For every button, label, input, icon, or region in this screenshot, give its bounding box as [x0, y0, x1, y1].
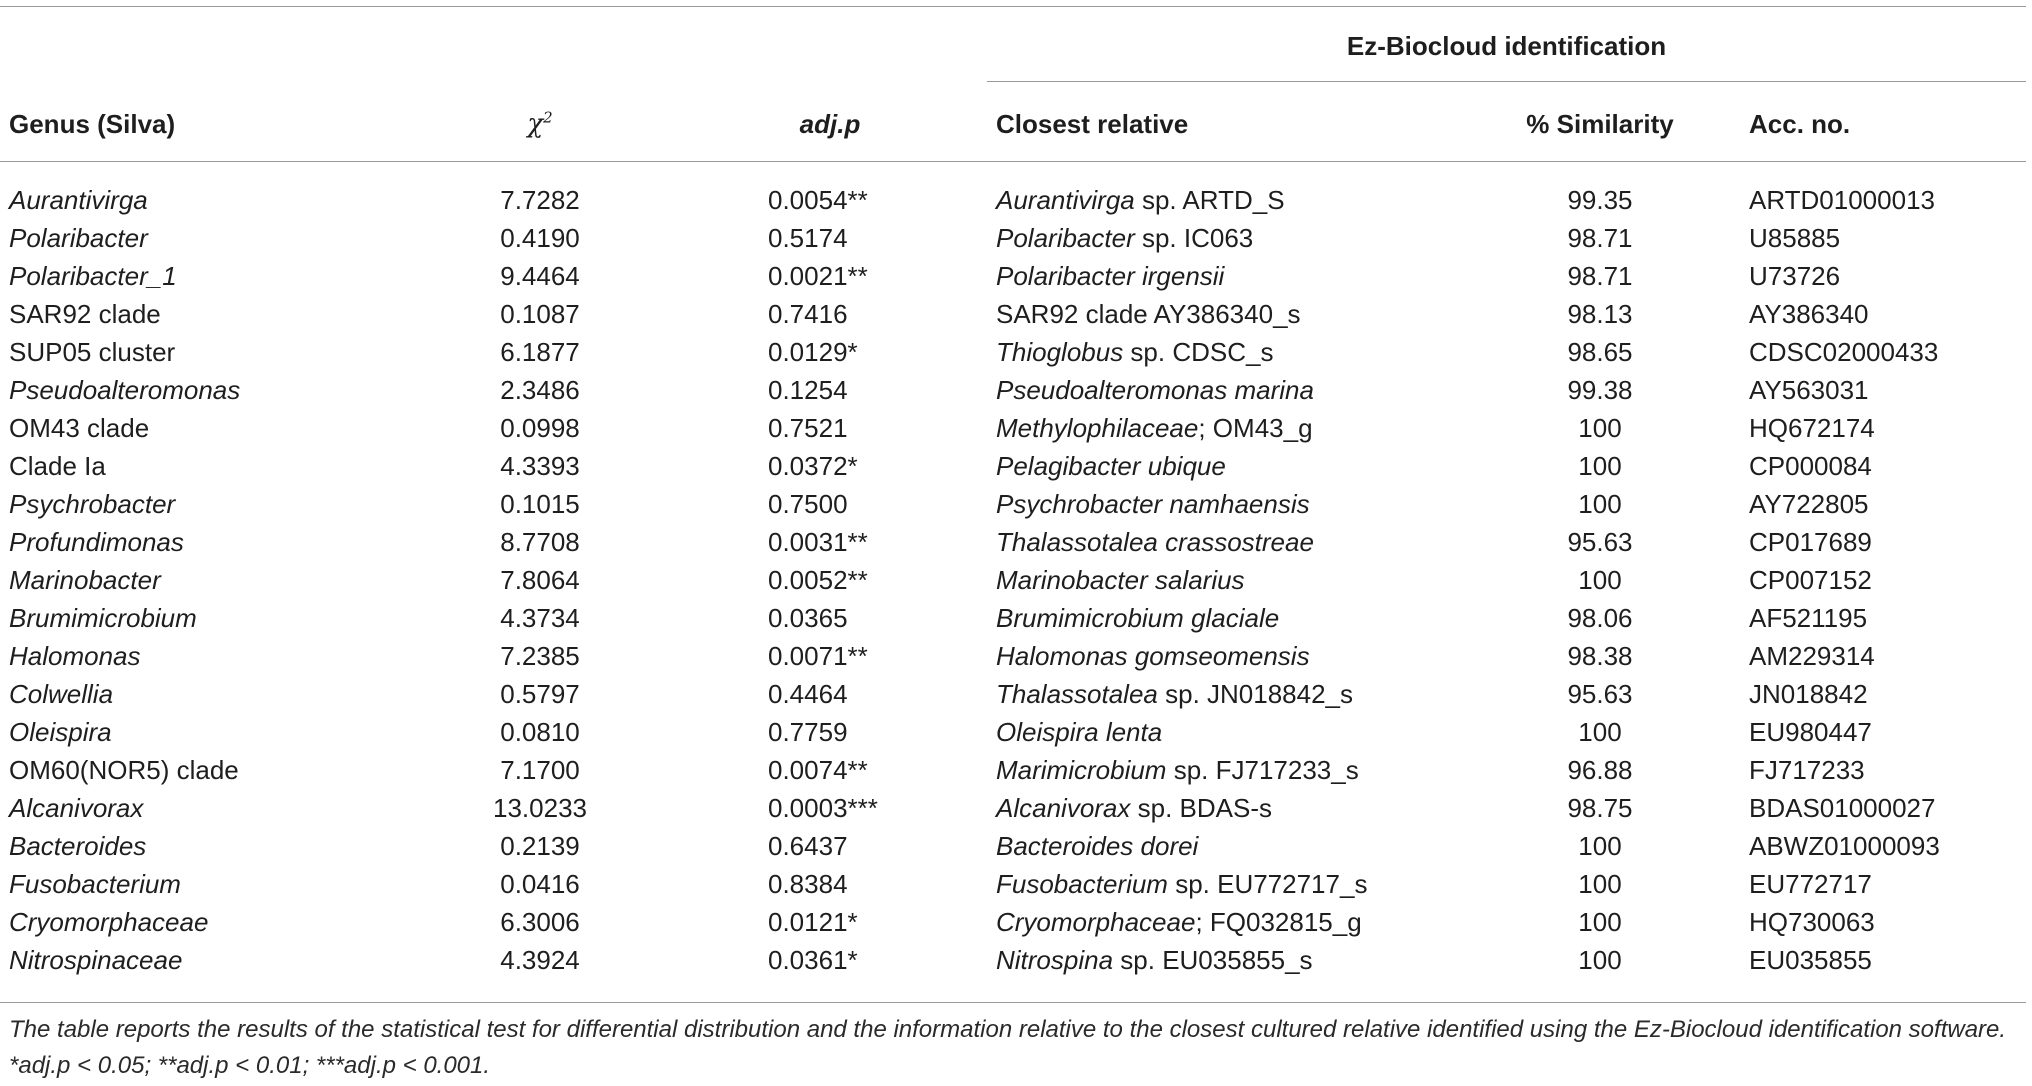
similarity-cell: 98.65: [1567, 337, 1633, 367]
chi-superscript: 2: [543, 108, 553, 127]
adj-p-cell: 0.7759: [768, 717, 848, 747]
closest-relative-cell: [996, 865, 1367, 903]
closest-relative-cell: [996, 599, 1279, 637]
closest-relative-cell: [996, 827, 1198, 865]
closest-relative-text: sp. BDAS-s: [1130, 793, 1272, 823]
closest-relative-cell: [996, 713, 1162, 751]
bottom-rule: [0, 1002, 2026, 1003]
closest-relative-italic: Nitrospina: [996, 945, 1114, 975]
genus-cell: Alcanivorax: [9, 793, 144, 823]
closest-relative-italic: Psychrobacter namhaensis: [996, 489, 1310, 519]
adj-p-cell: 0.5174: [768, 223, 848, 253]
closest-relative-text: sp. JN018842_s: [1157, 679, 1354, 709]
accession-cell: U85885: [1749, 223, 1841, 253]
top-rule: [0, 6, 2026, 7]
genus-cell: SAR92 clade: [9, 299, 161, 329]
genus-cell: Polaribacter: [9, 223, 148, 253]
closest-relative-italic: Pseudoalteromonas marina: [996, 375, 1314, 405]
genus-cell: Polaribacter_1: [9, 261, 177, 291]
accession-cell: FJ717233: [1749, 755, 1865, 785]
table-row: [0, 295, 2026, 333]
genus-cell: Colwellia: [9, 679, 114, 709]
similarity-cell: 100: [1578, 489, 1622, 519]
adj-p-cell: 0.0121*: [768, 907, 858, 937]
similarity-cell: 98.06: [1567, 603, 1633, 633]
similarity-cell: 98.13: [1567, 299, 1633, 329]
accession-cell: AM229314: [1749, 641, 1875, 671]
table-row: [0, 789, 2026, 827]
closest-relative-text: sp. EU772717_s: [1167, 869, 1368, 899]
table-row: [0, 941, 2026, 979]
genus-cell: Nitrospinaceae: [9, 945, 183, 975]
header-closest-relative: Closest relative: [996, 109, 1189, 139]
similarity-cell: 96.88: [1567, 755, 1633, 785]
similarity-cell: 100: [1578, 945, 1622, 975]
accession-cell: HQ672174: [1749, 413, 1875, 443]
chi-square-cell: 0.5797: [500, 679, 580, 709]
similarity-cell: 100: [1578, 717, 1622, 747]
closest-relative-cell: [996, 561, 1245, 599]
genus-cell: Brumimicrobium: [9, 603, 197, 633]
accession-cell: AY722805: [1749, 489, 1869, 519]
closest-relative-italic: Polaribacter: [996, 223, 1135, 253]
closest-relative-italic: Thalassotalea crassostreae: [996, 527, 1314, 557]
adj-p-cell: 0.0021**: [768, 261, 868, 291]
table-row: [0, 903, 2026, 941]
table-row: [0, 713, 2026, 751]
genus-cell: OM60(NOR5) clade: [9, 755, 239, 785]
accession-cell: BDAS01000027: [1749, 793, 1936, 823]
similarity-cell: 99.38: [1567, 375, 1633, 405]
closest-relative-cell: [996, 637, 1310, 675]
accession-cell: CP007152: [1749, 565, 1872, 595]
chi-square-cell: 0.0998: [500, 413, 580, 443]
genus-cell: Pseudoalteromonas: [9, 375, 241, 405]
accession-cell: ABWZ01000093: [1749, 831, 1940, 861]
similarity-cell: 99.35: [1567, 185, 1633, 215]
chi-square-cell: 0.0416: [500, 869, 580, 899]
closest-relative-italic: Oleispira lenta: [996, 717, 1163, 747]
chi-square-cell: 0.4190: [500, 223, 580, 253]
adj-p-cell: 0.0074**: [768, 755, 868, 785]
accession-cell: EU035855: [1749, 945, 1872, 975]
adj-p-cell: 0.0052**: [768, 565, 868, 595]
table-body: [0, 181, 2026, 979]
genus-cell: Profundimonas: [9, 527, 184, 557]
genus-cell: Cryomorphaceae: [9, 907, 209, 937]
table-caption: The table reports the results of the statistical test for differential distribution and the information relative to the closest cultured relative identified using the Ez-Biocloud identification software. *adj.p < 0.05; **adj.p < 0.01; ***adj.p < 0.001.: [9, 1016, 2007, 1079]
header-adj-p: adj.p: [799, 109, 861, 139]
chi-square-cell: 0.1087: [500, 299, 580, 329]
closest-relative-italic: Brumimicrobium glaciale: [996, 603, 1280, 633]
closest-relative-italic: Fusobacterium: [996, 869, 1168, 899]
closest-relative-text: sp. CDSC_s: [1123, 337, 1274, 367]
closest-relative-cell: [996, 523, 1314, 561]
similarity-cell: 100: [1578, 907, 1622, 937]
similarity-cell: 95.63: [1567, 679, 1633, 709]
adj-p-cell: 0.4464: [768, 679, 848, 709]
closest-relative-cell: [996, 219, 1253, 257]
closest-relative-cell: [996, 447, 1226, 485]
genus-cell: Oleispira: [9, 717, 112, 747]
adj-p-cell: 0.0129*: [768, 337, 858, 367]
closest-relative-cell: [996, 789, 1272, 827]
accession-cell: AY386340: [1749, 299, 1869, 329]
similarity-cell: 98.38: [1567, 641, 1633, 671]
similarity-cell: 95.63: [1567, 527, 1633, 557]
accession-cell: HQ730063: [1749, 907, 1875, 937]
table-row: [0, 561, 2026, 599]
similarity-cell: 100: [1578, 831, 1622, 861]
closest-relative-cell: [996, 903, 1362, 941]
header-rule: [0, 161, 2026, 162]
table-row: [0, 371, 2026, 409]
chi-square-cell: 9.4464: [500, 261, 580, 291]
closest-relative-cell: [996, 675, 1353, 713]
chi-square-cell: 6.1877: [500, 337, 580, 367]
similarity-cell: 98.71: [1567, 261, 1633, 291]
accession-cell: EU980447: [1749, 717, 1872, 747]
adj-p-cell: 0.1254: [768, 375, 848, 405]
table-row: [0, 751, 2026, 789]
accession-cell: CP000084: [1749, 451, 1872, 481]
adj-p-cell: 0.0003***: [768, 793, 878, 823]
accession-cell: ARTD01000013: [1749, 185, 1935, 215]
similarity-cell: 100: [1578, 413, 1622, 443]
chi-square-cell: 2.3486: [500, 375, 580, 405]
ez-biocloud-group-header: Ez-Biocloud identification: [1346, 31, 1667, 61]
similarity-cell: 100: [1578, 565, 1622, 595]
genus-cell: Aurantivirga: [9, 185, 148, 215]
table-row: [0, 485, 2026, 523]
closest-relative-text: SAR92 clade AY386340_s: [996, 299, 1301, 329]
adj-p-cell: 0.7500: [768, 489, 848, 519]
chi-symbol: χ: [527, 109, 544, 139]
chi-square-cell: 7.2385: [500, 641, 580, 671]
adj-p-cell: 0.0054**: [768, 185, 868, 215]
adj-p-cell: 0.8384: [768, 869, 848, 899]
closest-relative-cell: [996, 295, 1301, 333]
closest-relative-italic: Pelagibacter ubique: [996, 451, 1226, 481]
chi-square-cell: 4.3924: [500, 945, 580, 975]
closest-relative-cell: [996, 751, 1359, 789]
similarity-cell: 100: [1578, 869, 1622, 899]
adj-p-cell: 0.0071**: [768, 641, 868, 671]
chi-square-cell: 4.3734: [500, 603, 580, 633]
closest-relative-text: ; FQ032815_g: [1195, 907, 1362, 937]
closest-relative-text: sp. ARTD_S: [1134, 185, 1285, 215]
closest-relative-italic: Marimicrobium: [996, 755, 1167, 785]
accession-cell: AY563031: [1749, 375, 1869, 405]
closest-relative-cell: [996, 941, 1313, 979]
similarity-cell: 98.75: [1567, 793, 1633, 823]
chi-square-cell: 7.7282: [500, 185, 580, 215]
genus-cell: OM43 clade: [9, 413, 150, 443]
accession-cell: CP017689: [1749, 527, 1872, 557]
closest-relative-italic: Alcanivorax: [996, 793, 1131, 823]
group-header-rule: [987, 81, 2026, 82]
table-row: [0, 827, 2026, 865]
closest-relative-italic: Cryomorphaceae: [996, 907, 1196, 937]
table-row: [0, 599, 2026, 637]
chi-square-cell: 0.1015: [500, 489, 580, 519]
table-row: [0, 637, 2026, 675]
accession-cell: U73726: [1749, 261, 1841, 291]
chi-square-cell: 7.8064: [500, 565, 580, 595]
closest-relative-cell: [996, 371, 1314, 409]
table-row: [0, 447, 2026, 485]
closest-relative-italic: Bacteroides dorei: [996, 831, 1199, 861]
closest-relative-italic: Thioglobus: [996, 337, 1124, 367]
table-row: [0, 219, 2026, 257]
table-row: [0, 865, 2026, 903]
genus-cell: Marinobacter: [9, 565, 161, 595]
closest-relative-italic: Aurantivirga: [996, 185, 1135, 215]
closest-relative-text: ; OM43_g: [1198, 413, 1313, 443]
closest-relative-italic: Methylophilaceae: [996, 413, 1199, 443]
closest-relative-cell: [996, 409, 1313, 447]
adj-p-cell: 0.7416: [768, 299, 848, 329]
table-row: [0, 257, 2026, 295]
adj-p-cell: 0.7521: [768, 413, 848, 443]
chi-square-cell: 6.3006: [500, 907, 580, 937]
table-row: [0, 675, 2026, 713]
header-chi-square: [440, 106, 640, 142]
similarity-cell: 100: [1578, 451, 1622, 481]
closest-relative-italic: Marinobacter salarius: [996, 565, 1245, 595]
closest-relative-text: sp. IC063: [1134, 223, 1254, 253]
genus-cell: Psychrobacter: [9, 489, 176, 519]
genus-cell: Halomonas: [9, 641, 141, 671]
similarity-cell: 98.71: [1567, 223, 1633, 253]
closest-relative-cell: [996, 485, 1310, 523]
genus-cell: Clade Ia: [9, 451, 106, 481]
genus-cell: Bacteroides: [9, 831, 147, 861]
genus-cell: SUP05 cluster: [9, 337, 176, 367]
accession-cell: JN018842: [1749, 679, 1868, 709]
chi-square-cell: 0.2139: [500, 831, 580, 861]
chi-square-cell: 8.7708: [500, 527, 580, 557]
closest-relative-text: sp. FJ717233_s: [1166, 755, 1359, 785]
accession-cell: CDSC02000433: [1749, 337, 1939, 367]
chi-square-cell: 4.3393: [500, 451, 580, 481]
table-row: [0, 181, 2026, 219]
accession-cell: EU772717: [1749, 869, 1872, 899]
closest-relative-cell: [996, 333, 1273, 371]
closest-relative-italic: Thalassotalea: [996, 679, 1158, 709]
genus-cell: Fusobacterium: [9, 869, 181, 899]
table-row: [0, 409, 2026, 447]
header-genus: Genus (Silva): [9, 109, 176, 139]
table-row: [0, 333, 2026, 371]
table-row: [0, 523, 2026, 561]
chi-square-cell: 0.0810: [500, 717, 580, 747]
closest-relative-italic: Halomonas gomseomensis: [996, 641, 1310, 671]
closest-relative-italic: Polaribacter irgensii: [996, 261, 1225, 291]
adj-p-cell: 0.0031**: [768, 527, 868, 557]
header-accession: Acc. no.: [1749, 109, 1851, 139]
adj-p-cell: 0.0365: [768, 603, 848, 633]
closest-relative-cell: [996, 257, 1224, 295]
chi-square-cell: 13.0233: [493, 793, 587, 823]
adj-p-cell: 0.0372*: [768, 451, 858, 481]
accession-cell: AF521195: [1749, 603, 1868, 633]
header-similarity: % Similarity: [1526, 109, 1674, 139]
adj-p-cell: 0.6437: [768, 831, 848, 861]
chi-square-cell: 7.1700: [500, 755, 580, 785]
closest-relative-cell: [996, 181, 1285, 219]
closest-relative-text: sp. EU035855_s: [1113, 945, 1313, 975]
adj-p-cell: 0.0361*: [768, 945, 858, 975]
